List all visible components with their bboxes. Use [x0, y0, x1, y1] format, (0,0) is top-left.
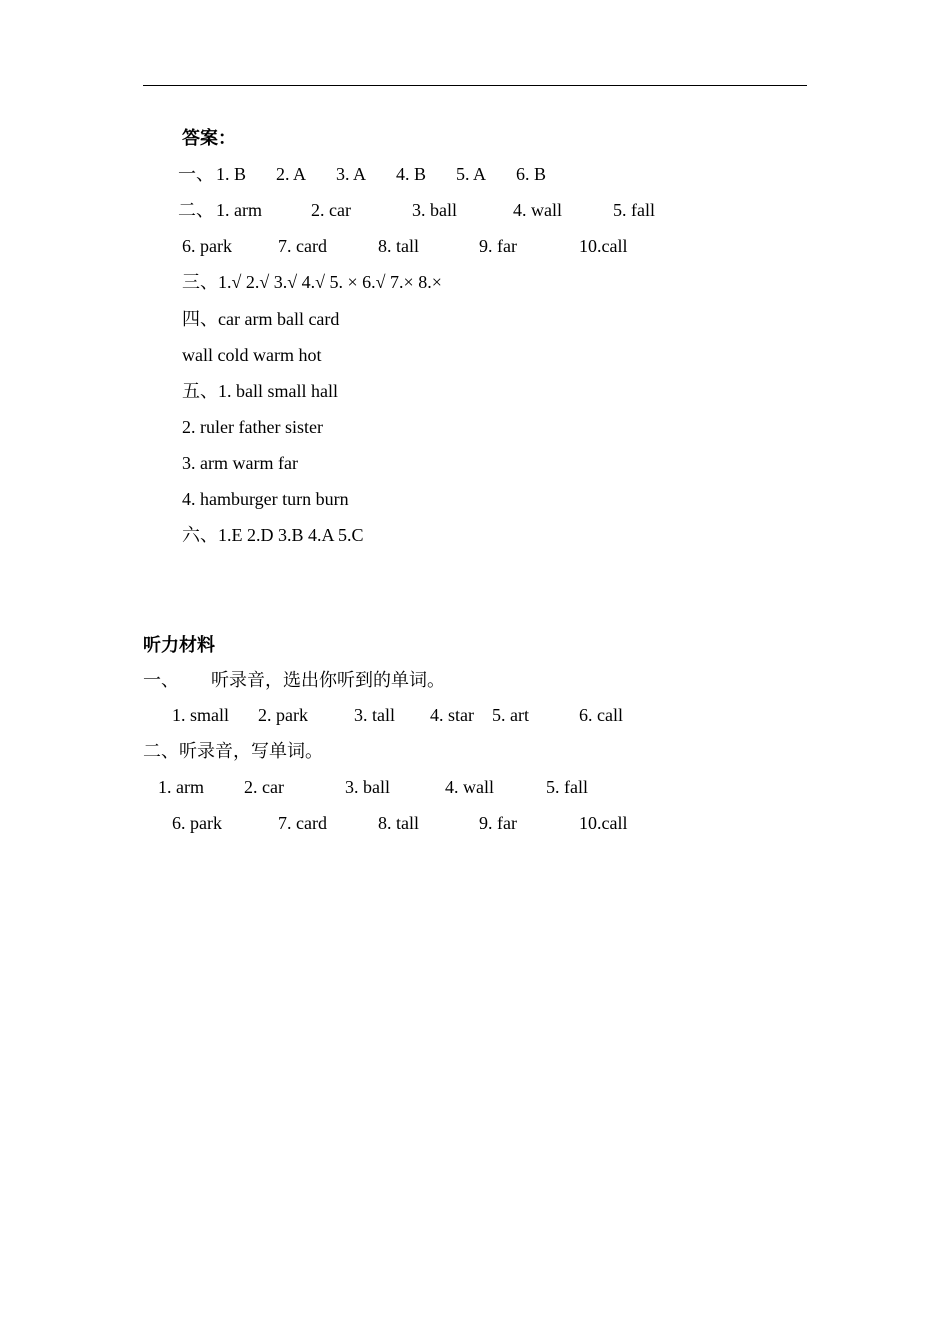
answers-s2-item: 1. arm	[216, 200, 262, 220]
listening-s2-item: 7. card	[278, 813, 327, 833]
answers-s1-prefix: 一、	[178, 164, 214, 184]
listening-s1-item: 2. park	[258, 705, 308, 725]
listening-s2-item: 2. car	[244, 777, 284, 797]
answers-s1-item: 2. A	[276, 164, 307, 184]
answers-s2-item: 7. card	[278, 236, 327, 256]
listening-s1-item: 5. art	[492, 705, 529, 725]
answers-section-5-line-1: 五、1. ball small hall	[182, 381, 338, 401]
listening-section-2-row-2	[172, 811, 672, 835]
listening-s1-instruction-text: 听录音，选出你听到的单词。	[211, 670, 445, 690]
answers-s2-item: 5. fall	[613, 200, 655, 220]
answers-section-2-row-1	[178, 198, 698, 222]
answers-section-3: 三、1.√ 2.√ 3.√ 4.√ 5. × 6.√ 7.× 8.×	[182, 272, 442, 292]
answers-s2-item: 2. car	[311, 200, 351, 220]
answers-s1-item: 5. A	[456, 164, 487, 184]
answers-section-5-line-4: 4. hamburger turn burn	[182, 489, 349, 509]
listening-s2-item: 5. fall	[546, 777, 588, 797]
listening-section-2-instruction: 二、听录音，写单词。	[143, 741, 323, 761]
answers-s1-item: 4. B	[396, 164, 427, 184]
answers-heading: 答案：	[182, 128, 236, 148]
listening-section-1-items	[172, 703, 672, 727]
answers-s2-item: 4. wall	[513, 200, 562, 220]
listening-s1-item: 6. call	[579, 705, 623, 725]
answers-section-5-line-3: 3. arm warm far	[182, 453, 298, 473]
answers-s1-item: 6. B	[516, 164, 547, 184]
answers-section-5-line-2: 2. ruler father sister	[182, 417, 323, 437]
answers-s1-item: 3. A	[336, 164, 367, 184]
answers-s2-prefix: 二、	[178, 200, 214, 220]
listening-s1-item: 1. small	[172, 705, 229, 725]
answers-s2-item: 8. tall	[378, 236, 419, 256]
answers-s2-item: 9. far	[479, 236, 517, 256]
listening-s2-item: 8. tall	[378, 813, 419, 833]
answers-s2-item: 10.call	[579, 236, 628, 256]
answers-section-1	[178, 162, 598, 186]
answers-section-4-line-1: 四、car arm ball card	[182, 309, 340, 329]
listening-s1-item: 3. tall	[354, 705, 395, 725]
listening-s2-item: 6. park	[172, 813, 222, 833]
answers-s2-item: 3. ball	[412, 200, 457, 220]
answers-section-6: 六、1.E 2.D 3.B 4.A 5.C	[182, 525, 364, 545]
listening-section-1-instruction	[143, 668, 543, 692]
header-rule	[143, 85, 807, 86]
listening-s2-item: 3. ball	[345, 777, 390, 797]
listening-heading: 听力材料	[143, 635, 215, 655]
listening-s1-item: 4. star	[430, 705, 474, 725]
answers-s2-item: 6. park	[182, 236, 232, 256]
listening-s1-prefix: 一、	[143, 670, 179, 690]
listening-section-2-row-1	[158, 775, 658, 799]
answers-section-4-line-2: wall cold warm hot	[182, 345, 322, 365]
listening-s2-item: 4. wall	[445, 777, 494, 797]
answers-section-2-row-2	[182, 234, 682, 258]
listening-s2-item: 1. arm	[158, 777, 204, 797]
answers-s1-item: 1. B	[216, 164, 247, 184]
listening-s2-item: 10.call	[579, 813, 628, 833]
listening-s2-item: 9. far	[479, 813, 517, 833]
